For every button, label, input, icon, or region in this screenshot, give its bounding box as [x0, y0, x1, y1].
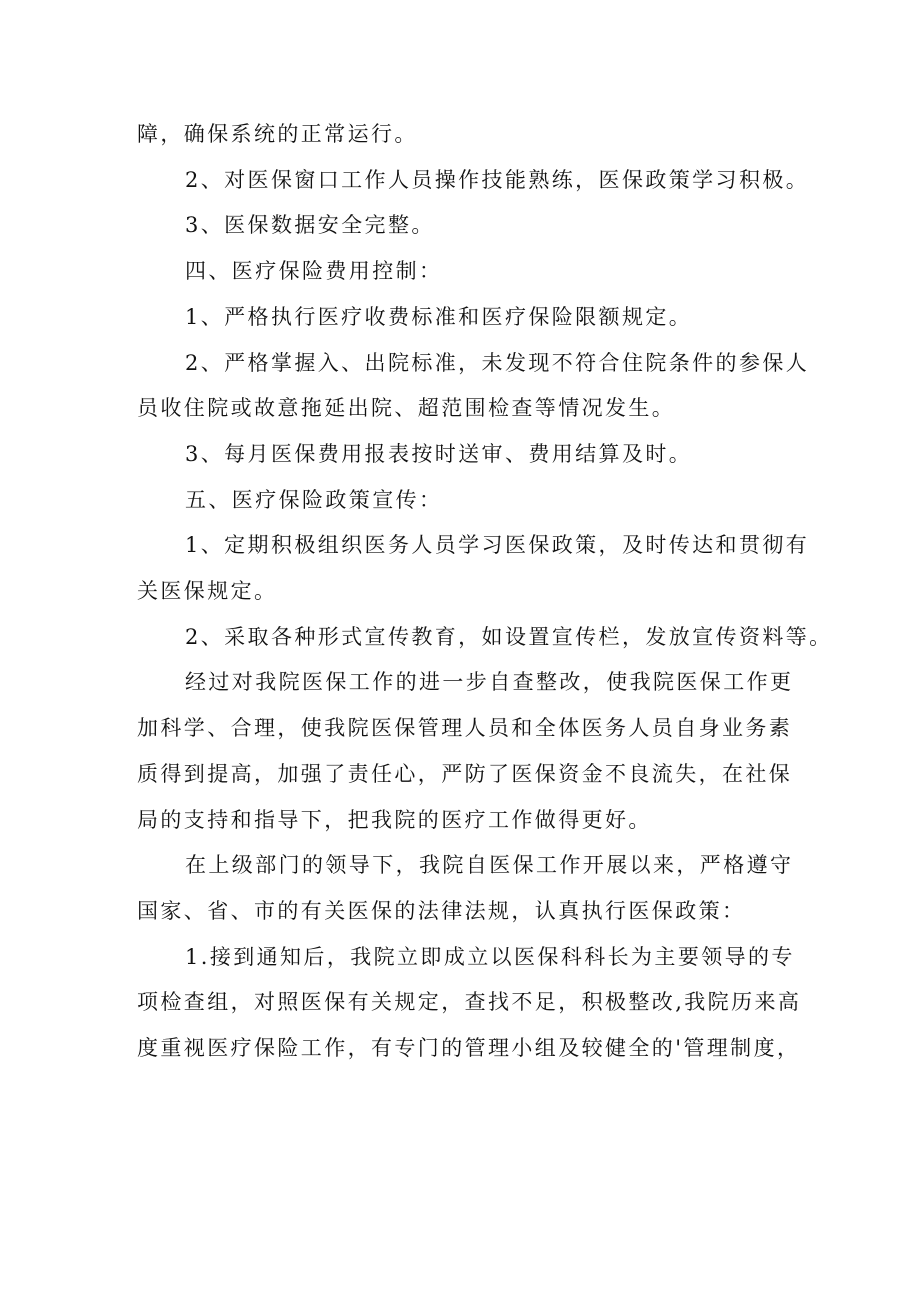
text-line: 五、医疗保险政策宣传：	[185, 487, 443, 512]
text-line: 在上级部门的领导下，我院自医保工作开展以来，严格遵守	[185, 853, 794, 878]
paragraph	[137, 158, 810, 204]
paragraph	[137, 478, 805, 524]
paragraph	[137, 203, 805, 249]
text-line: 3、医保数据安全完整。	[185, 213, 435, 238]
text-line: 关医保规定。	[137, 579, 278, 604]
text-line: 2、采取各种形式宣传教育，如设置宣传栏，发放宣传资料等。	[185, 624, 833, 649]
paragraph	[137, 843, 805, 934]
paragraph	[137, 615, 833, 661]
paragraph	[137, 432, 805, 478]
paragraph	[137, 523, 810, 614]
text-line: 加科学、合理，使我院医保管理人员和全体医务人员自身业务素	[137, 716, 793, 741]
paragraph	[137, 295, 805, 341]
paragraph	[137, 660, 805, 843]
document-body	[137, 112, 833, 1072]
paragraph	[137, 112, 805, 158]
text-line: 经过对我院医保工作的进一步自查整改，使我院医保工作更	[185, 670, 794, 695]
text-line: 度重视医疗保险工作，有专门的管理小组及较健全的'管理制度，	[137, 1036, 801, 1061]
text-line: 四、医疗保险费用控制：	[185, 259, 443, 284]
text-line: 3、每月医保费用报表按时送审、费用结算及时。	[185, 441, 693, 466]
text-line: 1、定期积极组织医务人员学习医保政策，及时传达和贯彻有	[185, 533, 810, 558]
text-line: 1.接到通知后，我院立即成立以医保科科长为主要领导的专	[185, 944, 795, 969]
text-line: 2、对医保窗口工作人员操作技能熟练，医保政策学习积极。	[185, 167, 810, 192]
paragraph	[137, 341, 810, 432]
text-line: 障，确保系统的正常运行。	[137, 122, 418, 146]
paragraph	[137, 935, 805, 1072]
text-line: 局的支持和指导下，把我院的医疗工作做得更好。	[137, 807, 652, 832]
text-line: 2、严格掌握入、出院标准，未发现不符合住院条件的参保人	[185, 350, 810, 375]
text-line: 1、严格执行医疗收费标准和医疗保险限额规定。	[185, 304, 693, 329]
text-line: 员收住院或故意拖延出院、超范围检查等情况发生。	[137, 396, 676, 421]
text-line: 项检查组，对照医保有关规定，查找不足，积极整改,我院历来高	[137, 990, 802, 1015]
paragraph	[137, 249, 805, 295]
text-line: 质得到提高，加强了责任心，严防了医保资金不良流失，在社保	[137, 761, 793, 786]
text-line: 国家、省、市的有关医保的法律法规，认真执行医保政策：	[137, 898, 746, 923]
